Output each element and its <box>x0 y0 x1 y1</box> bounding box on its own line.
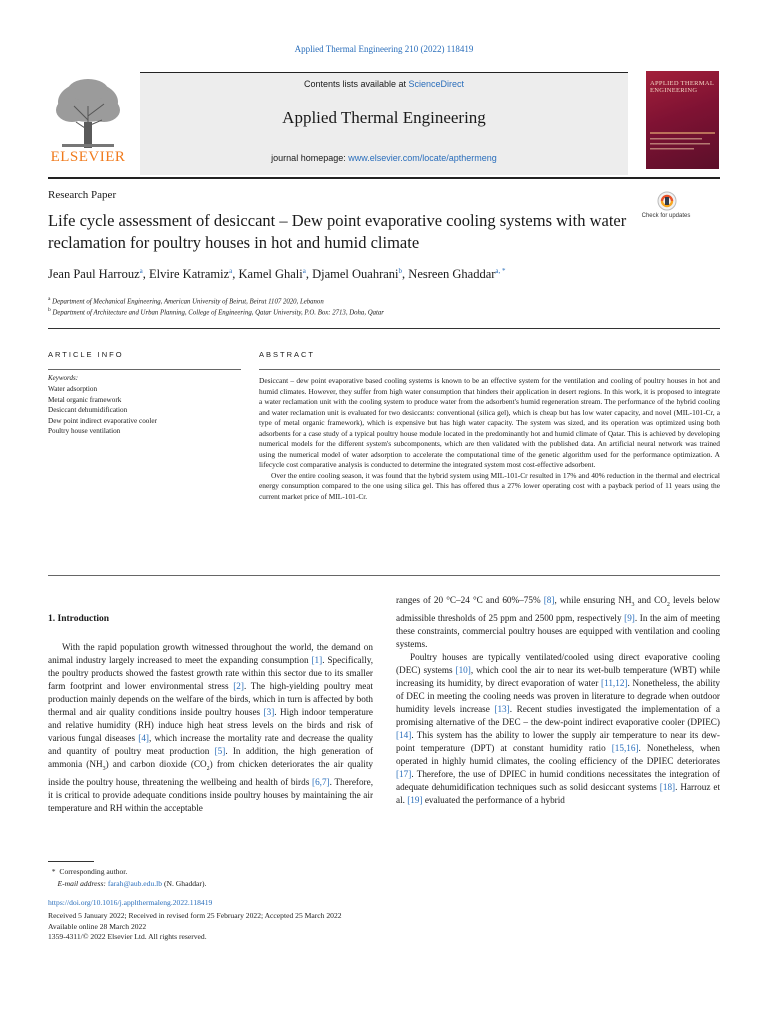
citation-link[interactable]: [19] <box>407 794 423 805</box>
keyword: Poultry house ventilation <box>48 427 121 435</box>
body-column-left <box>48 641 373 815</box>
citation-link[interactable]: [6,7] <box>312 776 330 787</box>
citation-link[interactable]: [8] <box>543 595 555 605</box>
citation-link[interactable]: [15,16] <box>611 742 639 753</box>
journal-name: Applied Thermal Engineering <box>282 108 486 127</box>
author-affiliation-marker[interactable]: a <box>302 267 306 275</box>
copyright: 1359-4311/© 2022 Elsevier Ltd. All rights reserved. <box>48 932 207 941</box>
citation-link[interactable]: [10] <box>455 664 471 675</box>
abstract-paragraph: Desiccant – dew point evaporative based cooling systems is known to be an effective system for the ventilation and cooling of poultry houses in hot and humid climates. However, they suffer from high water consumption that hinders their application in desert regions. In this work, it is proposed to integrate a water reclamation unit with the cooling system to produce water from the adsorbent's humid regeneration stream. The performance of the hybrid cooling and water reclamation unit is evaluated for two desiccants: conventional (silica gel), which is cheap but has low water capacity, and novel (MIL-101-Cr, a type of metal organic framework), which is expensive but has high water capacity. The system was sized, and its operation was optimized using both adsorbents for a case study of a typical poultry house module located in the predominantly hot and humid climate of Qatar. This is achieved by developing numerical models for the different system's subcomponents, which are then validated with the published data. An artificial neural network was trained using the numerical model of water adsorption to accelerate the computational time of the genetic algorithm used for the performance optimization. A lifecycle cost comparative analysis is conducted to determine the integrated system most cost-effective adsorbent. <box>259 376 720 469</box>
doi-link[interactable]: https://doi.org/10.1016/j.applthermaleng.2022.118419 <box>48 898 213 907</box>
author-name[interactable]: Jean Paul Harrouz <box>48 267 140 282</box>
article-type: Research Paper <box>48 189 117 201</box>
footnote-divider <box>48 861 94 862</box>
citation-link[interactable]: [2] <box>233 681 244 691</box>
keywords-label: Keywords: <box>48 374 79 382</box>
check-for-updates-icon[interactable] <box>648 190 686 228</box>
abstract-bottom-divider <box>48 575 720 576</box>
affiliation-text: Department of Architecture and Urban Planning, College of Engineering, Qatar University, P.O. Box: 2713, Doha, Qatar <box>52 309 384 317</box>
citation-link[interactable]: [14] <box>396 729 412 740</box>
citation-link[interactable]: [11,12] <box>601 677 628 688</box>
sciencedirect-link[interactable]: ScienceDirect <box>408 79 465 89</box>
affiliation-divider <box>48 328 720 329</box>
citation-link[interactable]: [9] <box>624 612 635 623</box>
citation-link[interactable]: [18] <box>659 781 676 792</box>
author-affiliation-marker[interactable]: a <box>139 267 143 275</box>
affiliation-marker: a <box>48 296 51 302</box>
author-name[interactable]: Kamel Ghali <box>238 267 303 282</box>
author-name[interactable]: Djamel Ouahrani <box>312 267 399 282</box>
corresponding-author-note <box>48 866 206 878</box>
email-line <box>48 878 206 890</box>
body-column-right <box>396 594 720 807</box>
affiliation-text: Department of Mechanical Engineering, American University of Beirut, Beirut 1107 2020, Lebanon <box>52 298 324 306</box>
author-affiliation-marker[interactable]: a <box>229 267 233 275</box>
article-info-heading: ARTICLE INFO <box>48 350 124 359</box>
header-divider <box>48 177 720 179</box>
received-dates: Received 5 January 2022; Received in revised form 25 February 2022; Accepted 25 March 2022 <box>48 911 342 920</box>
citation-link[interactable]: [4] <box>138 733 149 743</box>
author-name[interactable]: Nesreen Ghaddar <box>408 267 496 282</box>
abstract-body <box>259 376 720 502</box>
affiliation <box>48 307 384 316</box>
publication-history <box>48 911 342 943</box>
abstract-paragraph: Over the entire cooling season, it was found that the hybrid system using MIL-101-Cr resulted in 17% and 40% reduction in the thermal and electrical energy consumption compared to the one using silica gel. This has offered thus a 27% lower operating cost with a payback period of 11 years using the current market price of MIL-101-Cr. <box>259 470 720 501</box>
email-owner: (N. Ghaddar). <box>164 879 207 888</box>
article-info-divider <box>48 369 241 370</box>
keyword: Water adsorption <box>48 385 98 393</box>
homepage-link[interactable]: www.elsevier.com/locate/apthermeng <box>348 153 497 163</box>
email-label: E-mail address: <box>57 879 106 888</box>
keyword: Desiccant dehumidification <box>48 406 128 414</box>
keywords-list <box>48 384 157 437</box>
keyword: Metal organic framework <box>48 395 122 404</box>
abstract-divider <box>259 369 720 370</box>
citation-link[interactable]: [3] <box>263 707 275 717</box>
journal-cover-title: APPLIED THERMAL ENGINEERING <box>650 80 714 94</box>
body-paragraph: Poultry houses are typically ventilated/cooled using direct evaporative cooling (DEC) systems [10], which cool the air to near its wet-bulb temperature (WBT) while increasing its humidity, by direct evaporation of water [11,12]. Nonetheless, the ability of DEC in meeting the cooling needs was proven in literature to degrade when outdoor humidity levels increase [13]. Recent studies investigated the implementation of a promising alternative of the DEC – the dew-point indirect evaporative cooler (DPIEC) [14]. This system has the ability to lower the supply air temperature to near its dew-point temperature (DPT) at constant humidity ratio [15,16]. Nonetheless, when operated in highly humid climates, the cooling efficiency of the DPIEC deteriorates [17]. Therefore, the use of DPIEC in humid conditions necessitates the integration of adequate dehumidification techniques such as solid desiccant systems [18]. Harrouz et al. [19] evaluated the performance of a hybrid <box>396 651 721 805</box>
citation-link[interactable]: [5] <box>214 746 226 756</box>
body-paragraph: ranges of 20 °C–24 °C and 60%–75% [8], while ensuring $NH_3$ and $CO_2$ levels below admissible thresholds of 25 ppm and 2500 ppm, respectively [9]. In the aim of meeting these constraints, commercial poultry houses are equipped with ventilation and cooling systems. <box>396 595 720 649</box>
homepage-line <box>140 153 628 163</box>
footnote-star: * <box>51 867 56 876</box>
citation-link[interactable]: [1] <box>311 655 323 665</box>
footnote <box>48 866 206 890</box>
abstract-heading: ABSTRACT <box>259 350 316 359</box>
email-link[interactable]: farah@aub.edu.lb <box>107 879 163 888</box>
journal-cover-graphic <box>650 118 715 158</box>
corresponding-label: Corresponding author. <box>59 867 128 876</box>
keyword: Dew point indirect evaporative cooler <box>48 416 157 425</box>
homepage-prefix: journal homepage: <box>271 153 349 163</box>
citation-link[interactable]: [17] <box>396 768 412 779</box>
affiliation-marker: b <box>48 307 51 313</box>
section-heading-introduction: 1. Introduction <box>48 614 110 624</box>
contents-prefix: Contents lists available at <box>303 79 409 89</box>
author-affiliation-marker[interactable]: a, * <box>495 267 506 275</box>
affiliation <box>48 296 324 305</box>
author-list: Jean Paul Harrouz$^a$, Elvire Katramiz$^a$, Kamel Ghali$^a$, Djamel Ouahrani$^b$, Nesreen Ghaddar$^{a, *}$ <box>48 267 506 282</box>
citation-link[interactable]: [13] <box>494 703 510 714</box>
body-paragraph: With the rapid population growth witnessed throughout the world, the demand on animal industry largely increased to meet the expanding consumption [1]. Specifically, the poultry products showed the fastest growth rate within this sector due to its smaller farm footprint and lower environmental stress [2]. The high-yielding poultry meat production mainly depends on the welfare of the birds, which in turn is affected by both thermal and air quality conditions inside poultry houses [3]. High indoor temperature and relative humidity (RH) induce high heat stress levels on the birds and risk of various fungal diseases [4], which increase the mortality rate and decrease the quality and quantity of poultry meat production [5]. In addition, the high generation of ammonia $(NH_3)$ and carbon dioxide $(CO_2)$ from chicken deteriorates the air quality inside the poultry house, threatening the wellbeing and health of birds [6,7]. Therefore, it is critical to provide adequate conditions inside poultry houses by maintaining the air temperature and RH within the acceptable <box>48 642 374 813</box>
journal-reference-link[interactable]: Applied Thermal Engineering 210 (2022) 118419 <box>294 44 474 54</box>
available-online: Available online 28 March 2022 <box>48 921 147 931</box>
check-for-updates-label[interactable]: Check for updates <box>641 213 691 219</box>
author-affiliation-marker[interactable]: b <box>398 267 403 275</box>
contents-line <box>140 79 628 89</box>
author-name[interactable]: Elvire Katramiz <box>149 267 230 282</box>
article-title: Life cycle assessment of desiccant – Dew point evaporative cooling systems with water reclamation for poultry houses in hot and humid climate <box>48 211 627 252</box>
elsevier-wordmark: ELSEVIER <box>50 149 126 165</box>
